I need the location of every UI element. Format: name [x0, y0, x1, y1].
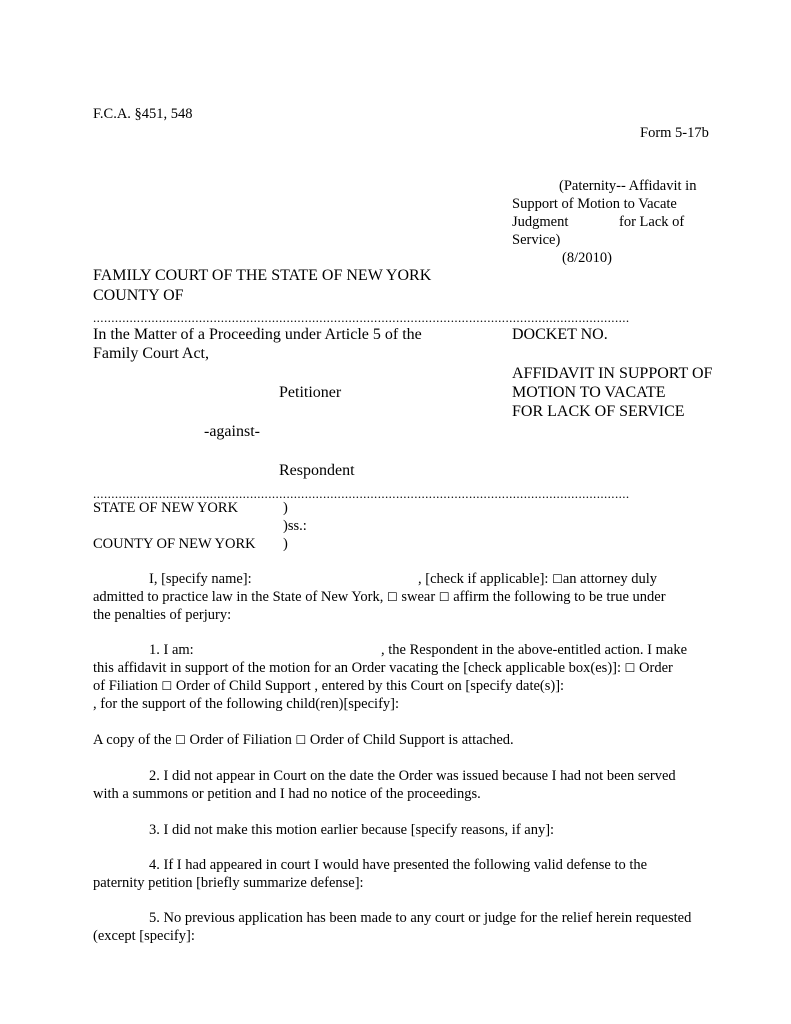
- form-number: Form 5-17b: [640, 125, 709, 141]
- attorney-label: an attorney duly: [562, 571, 658, 587]
- court-county: COUNTY OF: [93, 287, 184, 304]
- order-label: Order: [639, 660, 673, 676]
- venue-county: COUNTY OF NEW YORK: [93, 536, 256, 552]
- intro-text: admitted to practice law in the State of New York,: [93, 589, 384, 605]
- para2-line: 2. I did not appear in Court on the date the Order was issued because I had not been served: [149, 768, 676, 784]
- form-description-line: (Paternity-- Affidavit in: [559, 178, 697, 194]
- copy-filiation-checkbox[interactable]: ☐: [175, 733, 186, 747]
- para5-line: (except [specify]:: [93, 928, 195, 944]
- para1-text: , the Respondent in the above-entitled action. I make: [381, 642, 688, 658]
- form-description-line: Support of Motion to Vacate: [512, 196, 677, 212]
- petitioner-label: Petitioner: [279, 384, 342, 401]
- form-description-line: Judgment: [512, 214, 569, 230]
- para2-line: with a summons or petition and I had no notice of the proceedings.: [93, 786, 481, 802]
- respondent-label: Respondent: [279, 462, 355, 479]
- court-name: FAMILY COURT OF THE STATE OF NEW YORK: [93, 267, 432, 284]
- para1-line: [93, 659, 733, 677]
- attorney-checkbox[interactable]: ☐: [552, 572, 563, 586]
- para3-line: 3. I did not make this motion earlier because [specify reasons, if any]:: [149, 822, 555, 838]
- affirm-label: affirm the following to be true under: [453, 589, 666, 605]
- copy-child-support-label: Order of Child Support is attached.: [309, 732, 514, 748]
- para4-line: paternity petition [briefly summarize defense]:: [93, 875, 364, 891]
- venue-paren: ): [283, 536, 288, 552]
- intro-name-prompt: I, [specify name]:: [149, 571, 252, 587]
- child-support-label: Order of Child Support , entered by this Court on [specify date(s)]:: [175, 678, 565, 694]
- dotted-rule-bottom: ...................................................................................................................................................: [93, 486, 630, 501]
- intro-check-text: , [check if applicable]:: [418, 571, 549, 587]
- affirm-checkbox[interactable]: ☐: [438, 590, 450, 604]
- form-revision-date: (8/2010): [562, 250, 612, 266]
- copy-filiation-label: Order of Filiation: [189, 732, 292, 748]
- order-child-support-checkbox[interactable]: ☐: [161, 679, 173, 693]
- para1-line: [93, 677, 733, 695]
- venue-state: STATE OF NEW YORK: [93, 500, 239, 516]
- swear-label: swear: [401, 589, 436, 605]
- intro-line: [93, 588, 733, 606]
- para1-text: this affidavit in support of the motion for an Order vacating the [check applicable box(es)]:: [93, 660, 622, 676]
- intro-check-prompt: [418, 570, 657, 588]
- copy-text: A copy of the: [93, 732, 172, 748]
- form-description-line: for Lack of: [619, 214, 685, 230]
- copy-attached-line: [93, 731, 733, 749]
- filiation-label: of Filiation: [93, 678, 158, 694]
- against-label: -against-: [204, 423, 260, 440]
- order-filiation-checkbox[interactable]: ☐: [624, 661, 636, 675]
- docket-number-label: DOCKET NO.: [512, 326, 608, 343]
- para5-line: 5. No previous application has been made to any court or judge for the relief herein requested: [149, 910, 692, 926]
- statute-reference: F.C.A. §451, 548: [93, 106, 193, 122]
- para1-prompt: 1. I am:: [149, 642, 194, 658]
- matter-line: Family Court Act,: [93, 345, 209, 362]
- venue-ss: )ss.:: [283, 518, 307, 534]
- swear-checkbox[interactable]: ☐: [386, 590, 398, 604]
- venue-paren: ): [283, 500, 288, 516]
- document-title: MOTION TO VACATE: [512, 384, 666, 401]
- intro-line: the penalties of perjury:: [93, 607, 232, 623]
- para4-line: 4. If I had appeared in court I would have presented the following valid defense to the: [149, 857, 648, 873]
- document-title: AFFIDAVIT IN SUPPORT OF: [512, 365, 713, 382]
- document-title: FOR LACK OF SERVICE: [512, 403, 685, 420]
- matter-line: In the Matter of a Proceeding under Article 5 of the: [93, 326, 422, 343]
- para1-line: , for the support of the following child(ren)[specify]:: [93, 696, 400, 712]
- form-description-line: Service): [512, 232, 561, 248]
- dotted-rule-top: ...................................................................................................................................................: [93, 310, 630, 325]
- copy-child-support-checkbox[interactable]: ☐: [295, 733, 307, 747]
